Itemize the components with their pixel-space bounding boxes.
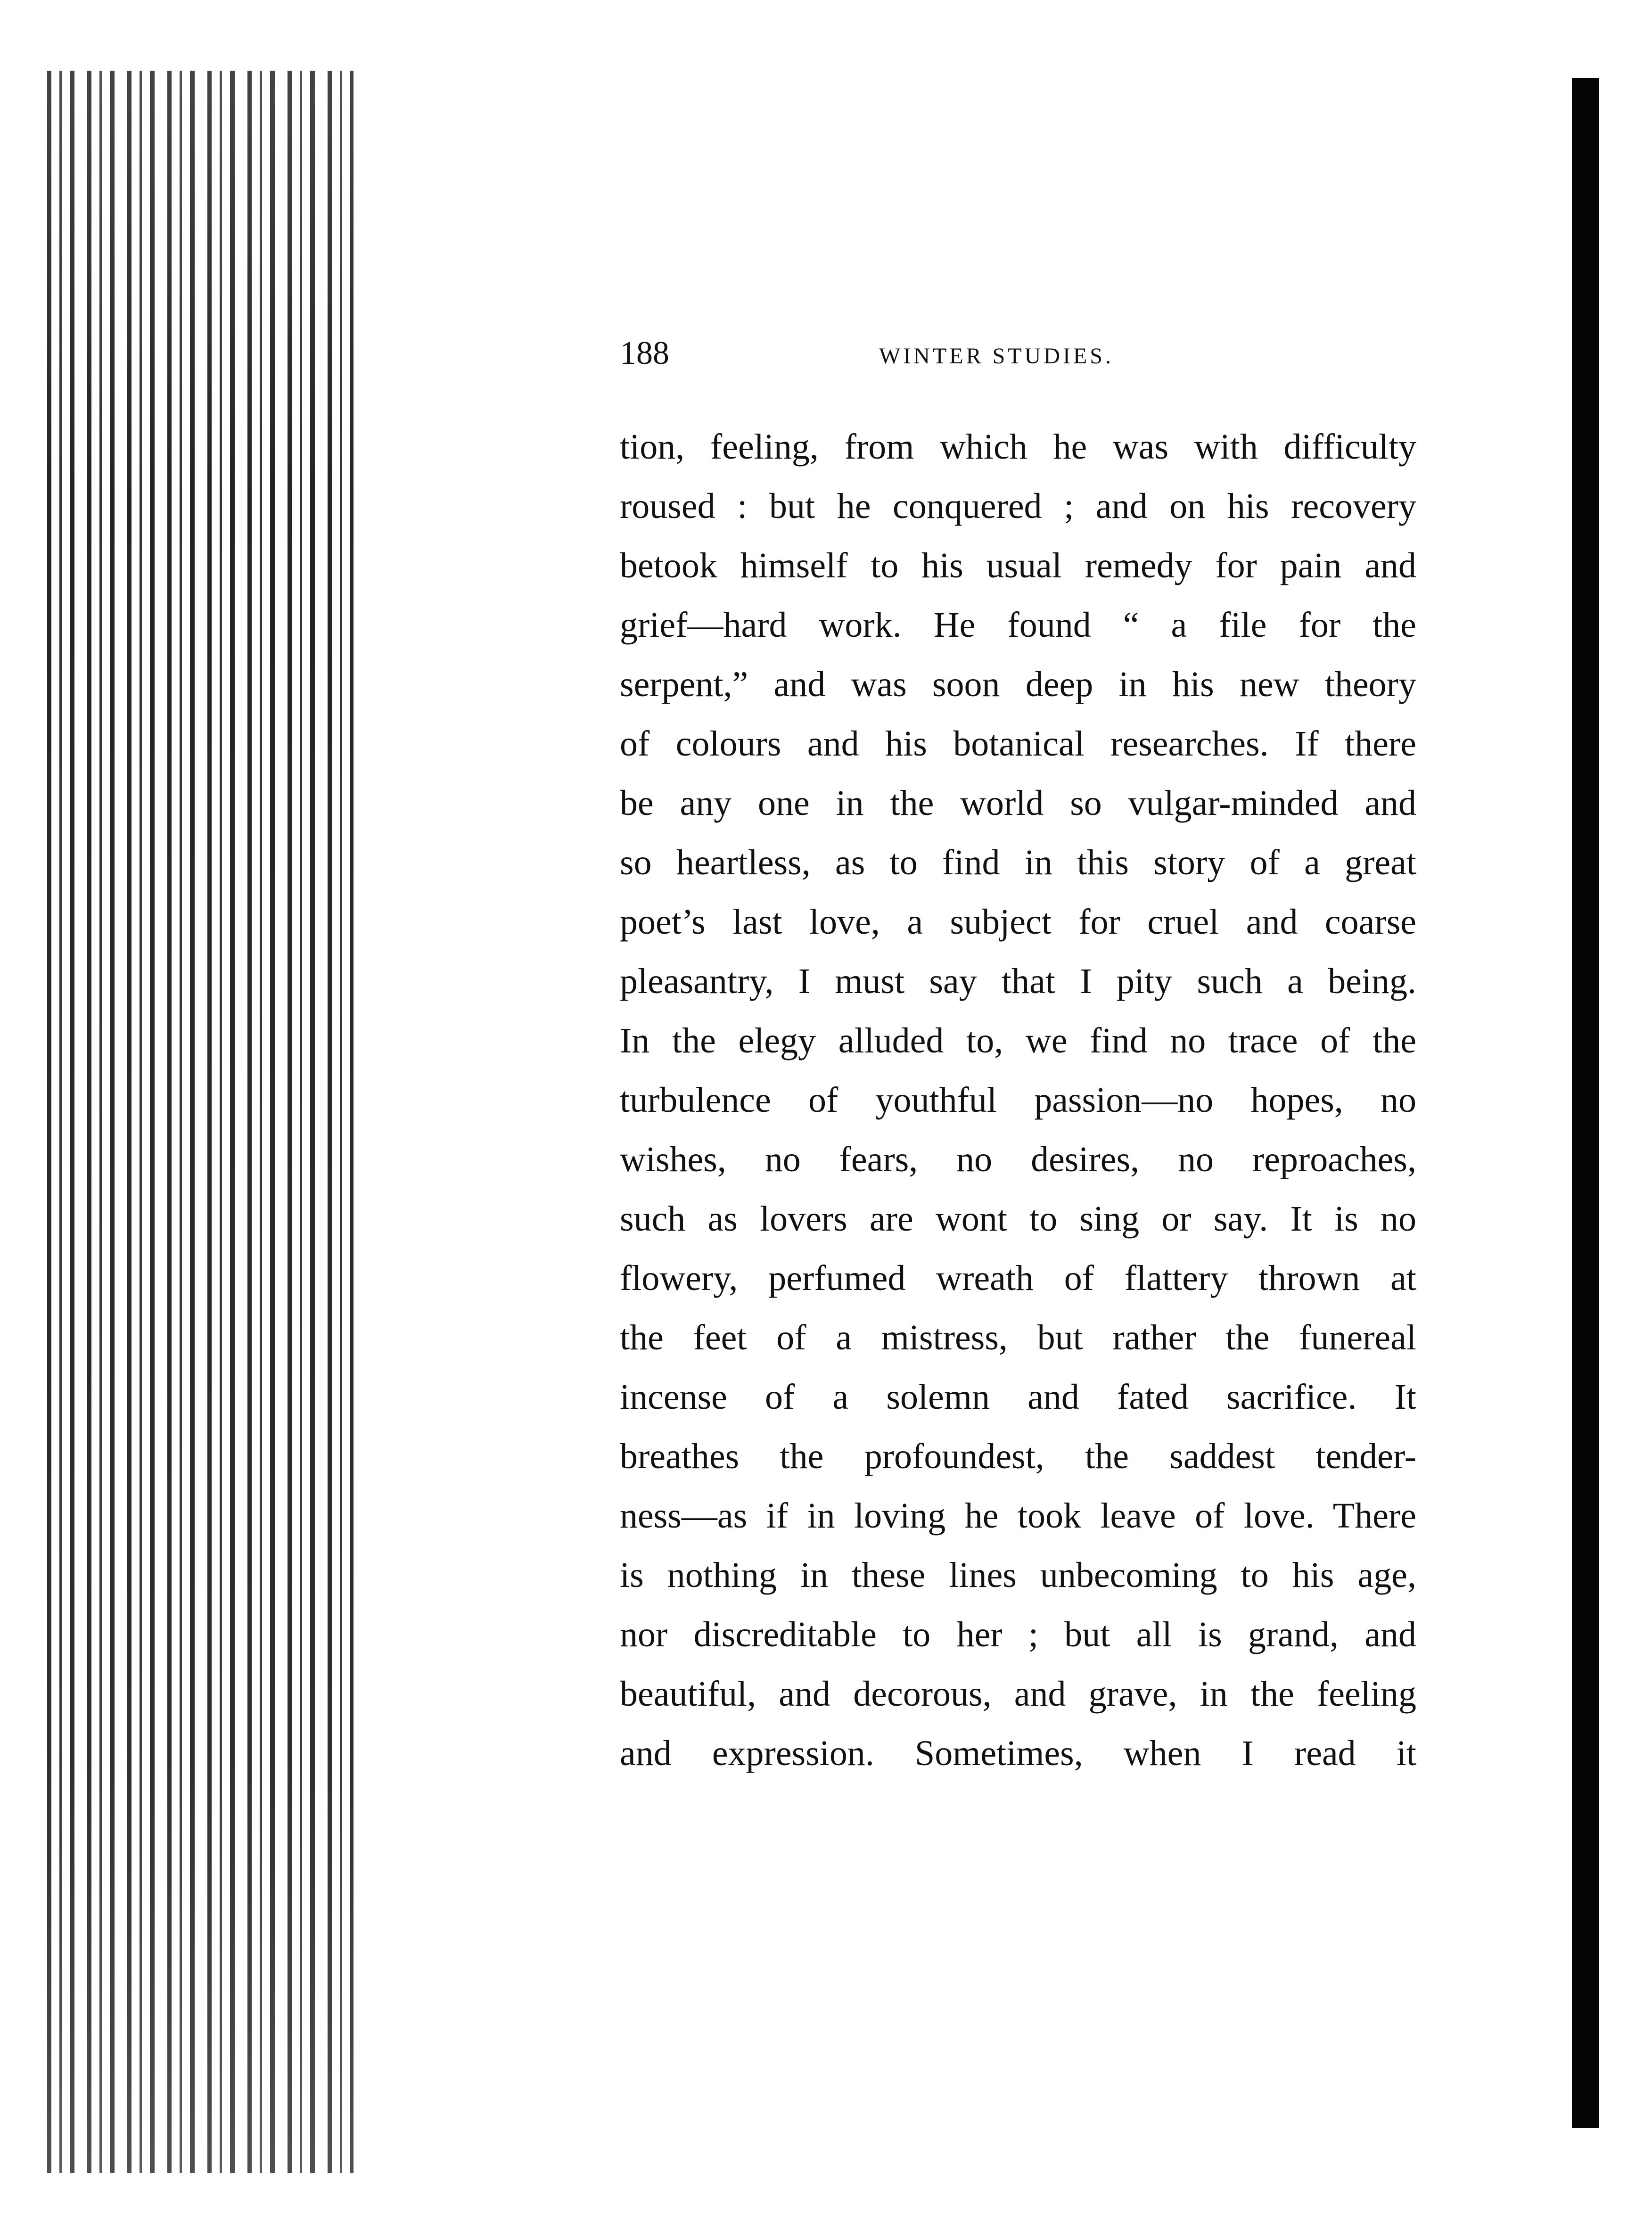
- text-line: breathes the profoundest, the saddest tender-: [620, 1437, 1416, 1476]
- text-line: tion, feeling, from which he was with difficulty: [620, 427, 1416, 467]
- text-line: be any one in the world so vulgar-minded and: [620, 783, 1416, 823]
- text-line: poet’s last love, a subject for cruel and coarse: [620, 902, 1416, 942]
- text-line: In the elegy alluded to, we find no trace of the: [620, 1021, 1416, 1060]
- text-line: turbulence of youthful passion—no hopes, no: [620, 1080, 1416, 1120]
- text-line: nor discreditable to her ; but all is grand, and: [620, 1615, 1416, 1654]
- text-line: betook himself to his usual remedy for pain and: [620, 546, 1416, 585]
- page-header: [620, 332, 1409, 375]
- text-line: so heartless, as to find in this story of a great: [620, 843, 1416, 882]
- text-line: roused : but he conquered ; and on his recovery: [620, 486, 1416, 526]
- page-number: 188: [620, 335, 669, 371]
- text-line: beautiful, and decorous, and grave, in the feeling: [620, 1674, 1416, 1714]
- body-text: [620, 417, 1416, 1783]
- text-line: grief—hard work. He found “ a file for the: [620, 605, 1416, 645]
- text-line: is nothing in these lines unbecoming to his age,: [620, 1555, 1416, 1595]
- scan-margin-bar: [1572, 78, 1599, 2128]
- text-line: ness—as if in loving he took leave of love. There: [620, 1496, 1416, 1536]
- scanned-page-edge: [47, 71, 353, 2173]
- text-line: of colours and his botanical researches. If there: [620, 724, 1416, 764]
- text-line: wishes, no fears, no desires, no reproaches,: [620, 1140, 1416, 1179]
- text-line: incense of a solemn and fated sacrifice. It: [620, 1377, 1416, 1417]
- text-line: such as lovers are wont to sing or say. It is no: [620, 1199, 1416, 1239]
- running-head: WINTER STUDIES.: [879, 344, 1114, 369]
- text-line: serpent,” and was soon deep in his new theory: [620, 665, 1416, 704]
- text-line: flowery, perfumed wreath of flattery thrown at: [620, 1258, 1416, 1298]
- text-line: and expression. Sometimes, when I read it: [620, 1734, 1416, 1773]
- text-line: the feet of a mistress, but rather the funereal: [620, 1318, 1416, 1357]
- text-line: pleasantry, I must say that I pity such a being.: [620, 961, 1416, 1001]
